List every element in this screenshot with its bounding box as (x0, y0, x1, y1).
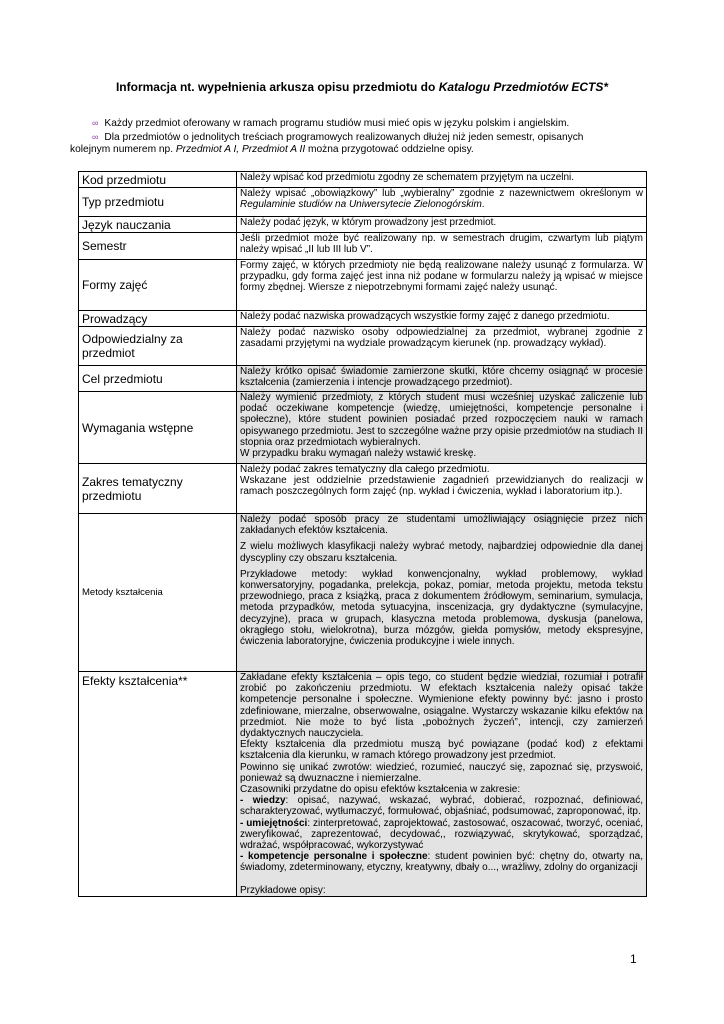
row-efekty (79, 672, 647, 897)
kompetencje-label: - kompetencje personalne i społeczne (240, 851, 428, 863)
row-jezyk (79, 217, 647, 233)
row-text: Należy podać nazwisko osoby odpowiedzialnej za przedmiot, wybranej zgodnie z zasadami przyjętymi na wydziale prowadzącym kierunek (np. prowadzący wykład). (237, 327, 647, 366)
row-metody (79, 514, 647, 672)
row-label: Zakres tematyczny przedmiotu (79, 464, 237, 514)
efekty-blank (240, 874, 643, 885)
umiejetnosci-text: : zinterpretować, zaprojektować, zastosować, oszacować, tworzyć, oceniać, zweryfikować, zaprezentować, decydować,, rozwiązywać, skrytykować, sporządzać, wdrażać, współpracować, wykorzystywać (240, 817, 643, 852)
title-italic: Katalogu Przedmiotów ECTS* (438, 80, 609, 94)
infinity-bullet-icon: ∞ (92, 118, 99, 128)
efekty-kompetencje (240, 851, 643, 873)
row-text: Jeśli przedmiot może być realizowany np. w semestrach drugim, czwartym lub piątym należy wpisać „II lub III lub V”. (237, 233, 647, 260)
efekty-p3: Powinno się unikać zwrotów: wiedzieć, rozumieć, nauczyć się, zapoznać się, przyswoić, ponieważ są dwuznaczne i niemierzalne. (240, 761, 643, 784)
wiedza-text: : opisać, nazywać, wskazać, wybrać, dobierać, rozpoznać, definiować, scharakteryzować, wytłumaczyć, formułować, objaśniać, podsumować, zaproponować, itp. (240, 795, 643, 818)
row-label: Efekty kształcenia** (79, 672, 237, 897)
metody-p3: Przykładowe metody: wykład konwencjonalny, wykład problemowy, wykład konwersatoryjny, pogadanka, prelekcja, pokaz, pomiar, metoda projektu, metoda tekstu przewodniego, praca z książką, praca z dokumentem źródłowym, seminarium, symulacja, metoda przypadków, metoda sytuacyjna, inscenizacja, gry dydaktyczne (symulacyjne, decyzyjne), praca w grupach, klasyczna metoda problemowa, dyskusja (panelowa, okrągłego stołu, wielokrotna), burza mózgów, giełda pomysłów, metody ekspresyjne, ćwiczenia laboratoryjne, ćwiczenia produkcyjne i wiele innych. (240, 568, 643, 648)
row-text: Formy zajęć, w których przedmioty nie będą realizowane należy usunąć z formularza. W przypadku, gdy forma zajęć jest inna niż podane w formularzu należy ją wpisać w miejsce formy zbędnej. Wiersze z niepotrzebnymi formami zajęć należy usunąć. (237, 260, 647, 311)
title-main: Informacja nt. wypełnienia arkusza opisu przedmiotu do (115, 80, 439, 94)
wymagania-p1: Należy wymienić przedmioty, z których student musi wcześniej uzyskać zaliczenie lub podać oczekiwane kompetencje (wiedzę, umiejętności, kompetencje personalne i społeczne), które student powinien posiadać przed rozpoczęciem nauki w ramach opisywanego przedmiotu. Jest to szczególne ważne przy opisie przedmiotów na studiach II stopnia oraz przedmiotach wybieralnych. (240, 392, 643, 448)
intro-line-2: Dla przedmiotów o jednolitych treściach programowych realizowanych dłużej niż jeden semestr, opisanych (104, 131, 584, 143)
efekty-p1: Zakładane efekty kształcenia – opis tego, co student będzie wiedział, rozumiał i potrafił zrobić po zakończeniu przedmiotu. W efektach kształcenia należy opisać także kompetencje personalne i społeczne. Wymienione efekty powinny być: jasno i prosto zdefiniowane, mierzalne, obserwowalne, osiągalne. Wystarczy wskazanie kilku efektów na przedmiot. Nie może to być lista „pobożnych życzeń”, intencji, czy zamierzeń dydaktycznych nauczyciela. (240, 672, 643, 740)
efekty-wiedza (240, 795, 643, 817)
row-typ (79, 188, 647, 217)
row-kod (79, 172, 647, 188)
course-spec-table (78, 171, 647, 897)
intro-line-3-suffix: można przygotować oddzielne opisy. (305, 144, 474, 155)
intro-line-3-italic: Przedmiot A I, Przedmiot A II (175, 144, 306, 155)
wymagania-p2: W przypadku braku wymagań należy wstawić kreskę. (240, 448, 477, 460)
row-label: Język nauczania (79, 217, 237, 233)
typ-text-end: . (481, 199, 485, 211)
row-text (237, 464, 647, 514)
row-text: Należy wpisać kod przedmiotu zgodny ze schematem przyjętym na uczelni. (237, 172, 647, 188)
efekty-umiejetnosci (240, 818, 643, 852)
row-label: Wymagania wstępne (79, 392, 237, 464)
row-label: Kod przedmiotu (79, 172, 237, 188)
row-semestr (79, 233, 647, 260)
infinity-bullet-icon: ∞ (92, 131, 99, 142)
intro-bullet-1 (92, 117, 640, 131)
row-cel (79, 366, 647, 392)
typ-text: Należy wpisać „obowiązkowy” lub „wybieralny” zgodnie z nazewnictwem określonym w (240, 188, 643, 199)
row-label: Semestr (79, 233, 237, 260)
row-zakres (79, 464, 647, 514)
typ-text-italic: Regulaminie studiów na Uniwersytecie Zielonogórskim (240, 199, 482, 211)
row-text (237, 672, 647, 897)
zakres-p1: Należy podać zakres tematyczny dla całego przedmiotu. (240, 464, 490, 475)
kompetencje-text: : student powinien być: chętny do, otwarty na, świadomy, zdeterminowany, etyczny, kreatywny, dbały o..., wrażliwy, zdolny do organizacji (240, 851, 643, 874)
row-text: Należy krótko opisać świadomie zamierzone skutki, które chcemy osiągnąć w procesie kształcenia (zamierzenia i intencje prowadzącego przedmiot). (237, 366, 647, 392)
row-wymagania (79, 392, 647, 464)
wiedza-label: - wiedzy (240, 795, 286, 807)
metody-p2: Z wielu możliwych klasyfikacji należy wybrać metody, najbardziej odpowiednie dla danej dyscypliny czy obszaru kształcenia. (240, 541, 643, 564)
row-text (237, 392, 647, 464)
row-label: Cel przedmiotu (79, 366, 237, 392)
row-text: Należy podać nazwiska prowadzących wszystkie formy zajęć z danego przedmiotu. (237, 311, 647, 327)
intro-line-3 (70, 144, 640, 157)
row-label: Odpowiedzialny za przedmiot (79, 327, 237, 366)
efekty-p4: Czasowniki przydatne do opisu efektów kształcenia w zakresie: (240, 784, 521, 796)
row-odpowiedzialny (79, 327, 647, 366)
row-label: Formy zajęć (79, 260, 237, 311)
row-formy (79, 260, 647, 311)
page-number: 1 (630, 952, 637, 966)
row-label: Typ przedmiotu (79, 188, 237, 217)
row-prowadzacy (79, 311, 647, 327)
row-text (237, 188, 647, 217)
intro-line-1: Każdy przedmiot oferowany w ramach programu studiów musi mieć opis w języku polskim i angielskim. (104, 118, 570, 129)
intro-bullet-2 (92, 131, 640, 145)
intro-notes (70, 117, 640, 157)
efekty-p5: Przykładowe opisy: (240, 884, 326, 896)
umiejetnosci-label: - umiejętności (240, 817, 308, 829)
row-label: Prowadzący (79, 311, 237, 327)
metody-p1: Należy podać sposób pracy ze studentami umożliwiający osiągnięcie przez nich zakładanych efektów kształcenia. (240, 514, 643, 537)
intro-line-3-prefix: kolejnym numerem np. (70, 144, 176, 155)
document-title (0, 80, 724, 94)
row-label: Metody kształcenia (79, 514, 237, 672)
row-text: Należy podać język, w którym prowadzony jest przedmiot. (237, 217, 647, 233)
efekty-p2: Efekty kształcenia dla przedmiotu muszą być powiązane (podać kod) z efektami kształcenia dla kierunku, w ramach którego prowadzony jest przedmiot. (240, 739, 643, 762)
zakres-p2: Wskazane jest oddzielnie przedstawienie zagadnień przewidzianych do realizacji w ramach poszczególnych form zajęć (np. wykład i ćwiczenia, wykład i laboratorium itp.). (240, 475, 643, 498)
row-text (237, 514, 647, 672)
